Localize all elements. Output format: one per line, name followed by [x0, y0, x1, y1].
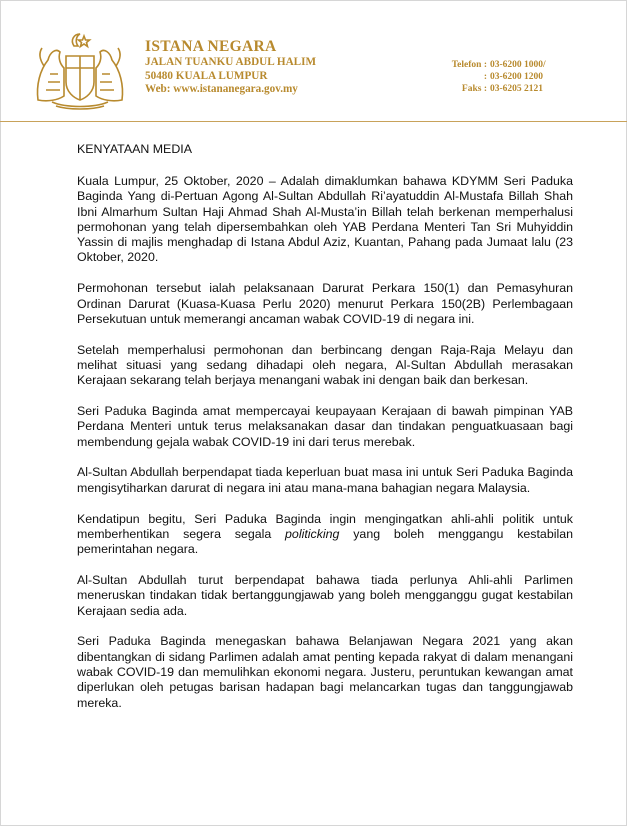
website-line: Web: www.istananegara.gov.my	[145, 83, 298, 95]
paragraph: Seri Paduka Baginda menegaskan bahawa Belanjawan Negara 2021 yang akan dibentangkan di sidang Parlimen adalah amat penting kepada rakyat di dalam menangani wabak COVID-19 dan memulihkan ekonomi negara. Justeru, peruntukan kewangan amat diperlukan oleh petugas barisan hadapan bagi melancarkan tugas dan tanggungjawab mereka.	[77, 634, 573, 710]
contact-value: 03-6200 1200	[490, 72, 544, 82]
paragraph: Al-Sultan Abdullah berpendapat tiada keperluan buat masa ini untuk Seri Paduka Baginda mengisytiharkan darurat di negara ini atau mana-mana bahagian negara Malaysia.	[77, 465, 573, 495]
org-name: ISTANA NEGARA	[145, 38, 277, 55]
paragraph-politicking	[77, 512, 573, 558]
address-line-1: JALAN TUANKU ABDUL HALIM	[145, 56, 317, 68]
contact-row-telefon	[436, 59, 564, 71]
letterhead	[0, 0, 627, 125]
contact-value: 03-6205 2121	[490, 84, 544, 94]
contact-row-telefon-2	[436, 71, 564, 83]
contact-label: Telefon :	[451, 60, 487, 70]
address-line-2: 50480 KUALA LUMPUR	[145, 69, 268, 82]
paragraph: Permohonan tersebut ialah pelaksanaan Darurat Perkara 150(1) dan Pemasyhuran Ordinan Darurat (Kuasa-Kuasa Perlu 2020) menurut Perkara 150(2B) Perlembagaan Persekutuan untuk memerangi ancaman wabak COVID-19 di negara ini.	[77, 281, 573, 326]
contact-block	[436, 59, 564, 95]
paragraph: Seri Paduka Baginda amat mempercayai keupayaan Kerajaan di bawah pimpinan YAB Perdana Menteri untuk terus melaksanakan dasar dan tindakan penguatkuasaan bagi membendung gejala wabak COVID-19 ini dari terus merebak.	[77, 404, 573, 449]
italic-term: politicking	[285, 526, 340, 541]
paragraph-text-before: Kendatipun begitu, Seri Paduka Baginda ingin mengingatkan ahli-ahli politik untuk memberhentikan segera segala	[77, 511, 573, 541]
royal-coat-of-arms-icon	[30, 30, 130, 110]
paragraph-text-after: yang boleh menggangu kestabilan pemerintahan negara.	[77, 526, 574, 557]
contact-value: 03-6200 1000/	[490, 60, 546, 70]
paragraph: Kuala Lumpur, 25 Oktober, 2020 – Adalah dimaklumkan bahawa KDYMM Seri Paduka Baginda Yang di-Pertuan Agong Al-Sultan Abdullah Ri’ayatuddin Al-Mustafa Billah Shah Ibni Almarhum Sultan Haji Ahmad Shah Al-Musta’in Billah telah berkenan memperhalusi permohonan yang telah dipersembahkan oleh YAB Perdana Menteri Tan Sri Muhyiddin Yassin di majlis menghadap di Istana Abdul Aziz, Kuantan, Pahang pada Jumaat lalu (23 Oktober, 2020.	[77, 174, 573, 265]
letterhead-address-block	[145, 38, 316, 97]
press-statement-body	[77, 142, 573, 726]
paragraph: Al-Sultan Abdullah turut berpendapat bahawa tiada perlunya Ahli-ahli Parlimen meneruskan tindakan tidak bertanggungjawab yang boleh mengganggu gugat kestabilan Kerajaan sedia ada.	[77, 572, 573, 618]
contact-label: Faks :	[461, 84, 487, 94]
document-heading: KENYATAAN MEDIA	[77, 142, 192, 156]
paragraph: Setelah memperhalusi permohonan dan berbincang dengan Raja-Raja Melayu dan melihat situasi yang sedang dihadapi oleh negara, Al-Sultan Abdullah merasakan Kerajaan sekarang telah berjaya menangani wabak ini dengan baik dan berkesan.	[77, 342, 573, 388]
contact-label: :	[483, 72, 487, 82]
contact-row-faks	[436, 83, 564, 95]
header-divider	[0, 121, 627, 122]
